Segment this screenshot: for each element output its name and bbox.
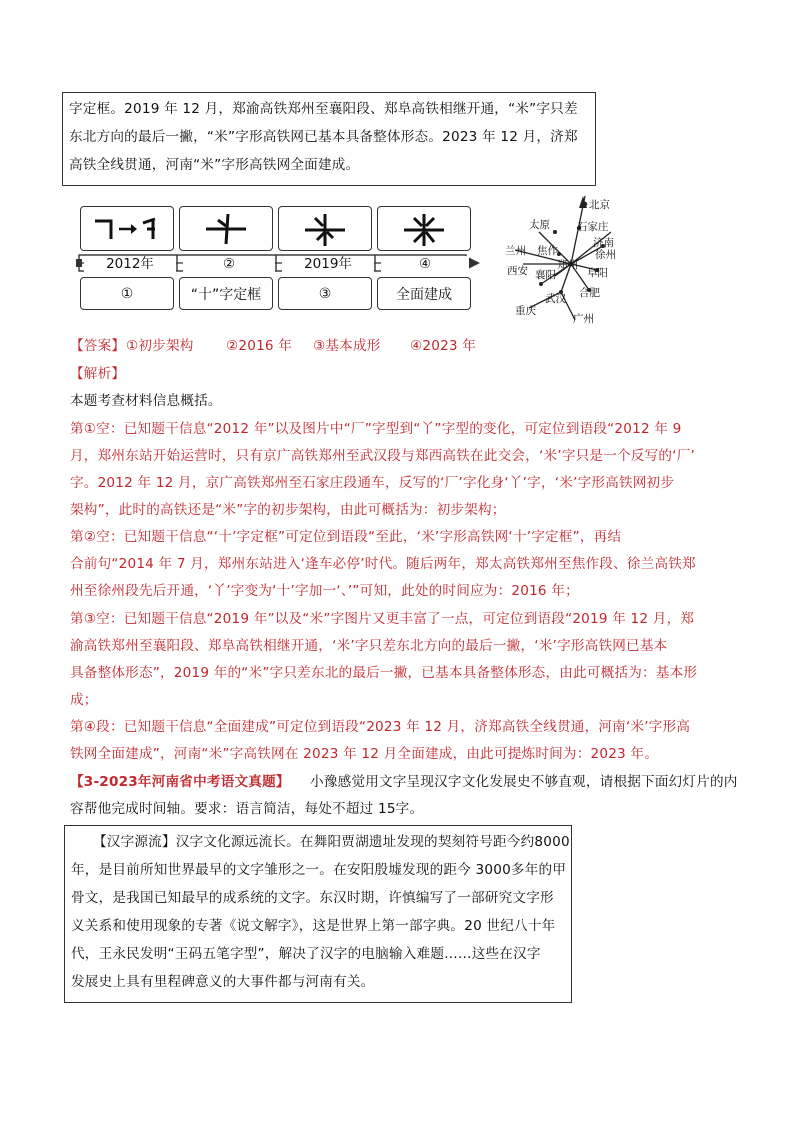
analysis-line: 渝高铁郑州至襄阳段、郑阜高铁相继开通，‘米’字只差东北方向的最后一撇，‘米’字形高铁网已基本	[70, 638, 668, 654]
analysis-line: 月，郑州东站开始运营时，只有京广高铁郑州至武汉段与郑西高铁在此交会，‘米’字只是一个反写的‘厂’	[70, 448, 696, 464]
map-city-label: 襄阳	[535, 269, 556, 281]
reverse-chang-glyph-icon	[87, 211, 167, 247]
stage-box-3: ③	[278, 277, 372, 310]
analysis-line: 第①空：已知题干信息“2012 年”以及图片中“厂”字型到“丫”字型的变化，可定位到语段“2012 年 9	[70, 421, 682, 437]
answer-item-1: ①初步架构	[126, 338, 194, 354]
map-city-label: 阜阳	[587, 267, 608, 279]
map-city-label: 广州	[573, 313, 594, 324]
map-city-label: 武汉	[545, 293, 566, 305]
answer-item-2: ②2016 年	[226, 338, 293, 354]
question-source-label: 【3-2023年河南省中考语文真题】	[70, 774, 290, 790]
map-city-label: 济南	[593, 237, 614, 249]
stage-box-1: ①	[80, 277, 174, 310]
answer-label: 【答案】	[70, 338, 126, 354]
map-city-label: 合肥	[579, 287, 600, 299]
answer-item-3: ③基本成形	[313, 338, 381, 354]
timeline-year-1: 2012年	[84, 256, 176, 272]
box1-line: 东北方向的最后一撇，“米”字形高铁网已基本具备整体形态。2023 年 12 月，济郑	[69, 129, 578, 145]
map-city-label: 郑州	[557, 259, 578, 271]
analysis-line: 第④段：已知题干信息“全面建成”可定位到语段“2023 年 12 月，济郑高铁全线贯通，河南‘米’字形高	[70, 719, 691, 735]
stage-box-4: 全面建成	[377, 277, 471, 310]
map-city-label: 石家庄	[577, 221, 609, 233]
question-line: 小豫感觉用文字呈现汉字文化发展史不够直观，请根据下面幻灯片的内	[310, 774, 738, 790]
analysis-line: 州至徐州段先后开通，‘丫’字变为‘十’字加一‘、’”可知，此处的时间应为：2016 年；	[70, 583, 579, 599]
map-city-label: 兰州	[505, 245, 526, 257]
material-box-2	[64, 825, 572, 1003]
analysis-line: 合前句“2014 年 7 月，郑州东站进入‘逢车必停’时代。随后两年，郑太高铁郑州至焦作段、徐兰高铁郑	[70, 556, 696, 572]
analysis-label: 【解析】	[70, 366, 126, 382]
material-box-1	[62, 92, 596, 186]
timeline-year-4: ④	[381, 256, 469, 272]
analysis-line: 字。2012 年 12 月，京广高铁郑州至石家庄段通车，反写的‘厂’字化身‘丫’字，‘米’字形高铁网初步	[70, 475, 675, 491]
analysis-line: 本题考查材料信息概括。	[70, 393, 222, 409]
analysis-line: 成；	[70, 692, 98, 708]
analysis-line: 具备整体形态”，2019 年的“米”字只差东北的最后一撇，已基本具备整体形态，由此可概括为：基本形	[70, 665, 698, 681]
map-city-label: 太原	[529, 219, 550, 231]
timeline-year-3: 2019年	[282, 256, 374, 272]
shi-cross-glyph-icon	[196, 210, 256, 248]
timeline-diagram	[80, 206, 484, 314]
answer-item-4: ④2023 年	[410, 338, 477, 354]
glyph-panel-4	[377, 206, 471, 251]
map-city-label: 徐州	[595, 249, 616, 261]
box2-line: 年，是目前所知世界最早的文字雏形之一。在安阳殷墟发现的距今 3000多年的甲	[71, 862, 567, 878]
rail-network-map	[495, 192, 625, 324]
box2-line: 骨文，是我国已知最早的成系统的文字。东汉时期，许慎编写了一部研究文字形	[71, 890, 554, 906]
glyph-panel-3	[278, 206, 372, 251]
analysis-line: 架构”，此时的高铁还是“米”字的初步架构，由此可概括为：初步架构；	[70, 502, 506, 518]
box1-line: 高铁全线贯通，河南“米”字形高铁网全面建成。	[69, 157, 360, 173]
stage-box-2: “十”字定框	[179, 277, 273, 310]
timeline-year-2: ②	[183, 256, 275, 272]
box2-line: 义关系和使用现象的专著《说文解字》，这是世界上第一部字典。20 世纪八十年	[71, 918, 556, 934]
box1-line: 字定框。2019 年 12 月，郑渝高铁郑州至襄阳段、郑阜高铁相继开通，“米”字只差	[69, 101, 578, 117]
map-city-label: 北京	[589, 199, 610, 211]
glyph-panel-1	[80, 206, 174, 251]
near-mi-glyph-icon	[295, 210, 355, 248]
mi-glyph-icon	[394, 210, 454, 248]
box2-line: 代，王永民发明“王码五笔字型”，解决了汉字的电脑输入难题……这些在汉字	[71, 946, 541, 962]
map-city-label: 焦作	[537, 245, 558, 257]
analysis-line: 第②空：已知题干信息“‘十’字定框”可定位到语段“至此，‘米’字形高铁网‘十’字定框”，再结	[70, 529, 622, 545]
glyph-panel-2	[179, 206, 273, 251]
box2-line: 发展史上具有里程碑意义的大事件都与河南有关。	[71, 974, 375, 990]
map-city-label: 重庆	[515, 305, 536, 317]
analysis-line: 第③空：已知题干信息“2019 年”以及“米”字图片又更丰富了一点，可定位到语段“2019 年 12 月，郑	[70, 611, 695, 627]
box2-line: 【汉字源流】汉字文化源远流长。在舞阳贾湖遗址发现的契刻符号距今约8000	[93, 834, 570, 850]
analysis-line: 铁网全面建成”，河南“米”字高铁网在 2023 年 12 月全面建成，由此可提炼时间为：2023 年。	[70, 746, 659, 762]
map-city-label: 西安	[507, 265, 528, 277]
question-line: 容帮他完成时间轴。要求：语言简洁，每处不超过 15字。	[70, 801, 424, 817]
